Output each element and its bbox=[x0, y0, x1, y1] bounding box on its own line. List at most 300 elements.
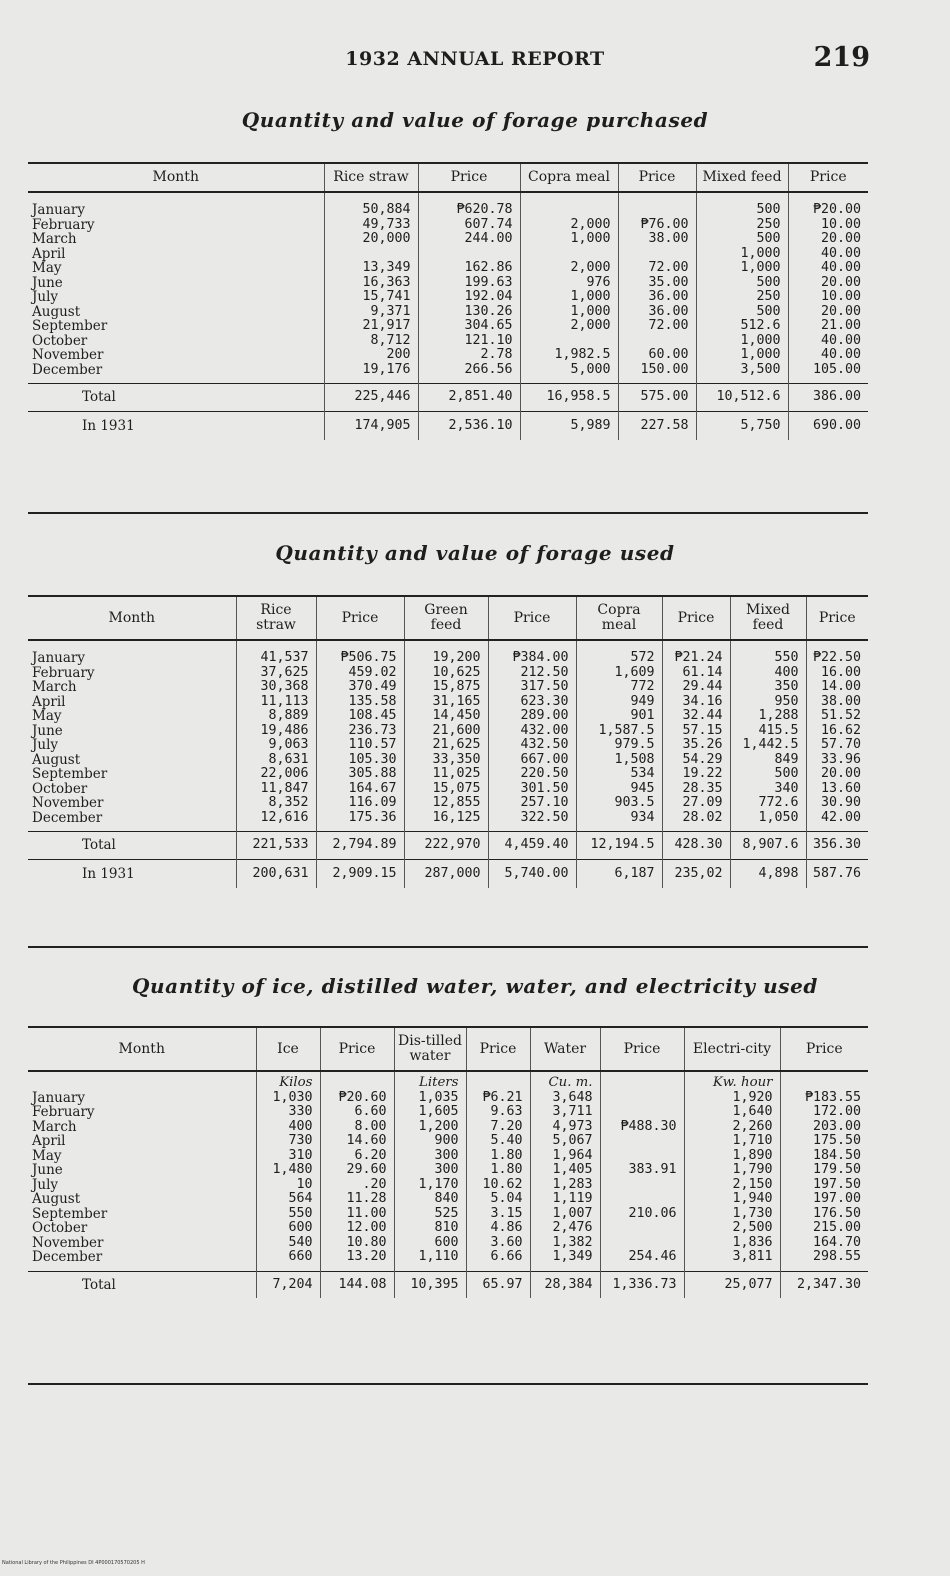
value-cell: 1,890 bbox=[684, 1149, 780, 1164]
value-cell: 810 bbox=[394, 1221, 466, 1236]
table-row bbox=[28, 1149, 868, 1164]
value-cell: 1,000 bbox=[696, 261, 788, 276]
value-cell: 903.5 bbox=[576, 796, 662, 811]
value-cell: 197.00 bbox=[780, 1192, 868, 1207]
value-cell: 7.20 bbox=[466, 1120, 530, 1135]
column-header: Mixed feed bbox=[730, 596, 806, 640]
value-cell: 150.00 bbox=[618, 363, 696, 384]
table-row bbox=[28, 796, 868, 811]
unit-label: Kw. hour bbox=[684, 1071, 780, 1091]
month-cell: November bbox=[32, 348, 104, 363]
prior-year-value: 5,740.00 bbox=[488, 859, 576, 888]
table-row bbox=[28, 305, 868, 320]
total-value: 28,384 bbox=[530, 1271, 600, 1298]
value-cell: 500 bbox=[696, 305, 788, 320]
value-cell: 199.63 bbox=[418, 276, 520, 291]
table-header-row bbox=[28, 596, 868, 640]
value-cell: 8,889 bbox=[236, 709, 316, 724]
utilities-used-table bbox=[28, 1026, 868, 1298]
value-cell: 3,811 bbox=[684, 1250, 780, 1271]
value-cell bbox=[600, 1192, 684, 1207]
prior-year-row bbox=[28, 411, 868, 440]
month-cell: February bbox=[32, 217, 95, 232]
value-cell: 105.30 bbox=[316, 753, 404, 768]
table-row bbox=[28, 334, 868, 349]
table-row bbox=[28, 218, 868, 233]
month-cell: September bbox=[32, 767, 108, 782]
value-cell: 197.50 bbox=[780, 1178, 868, 1193]
prior-year-value: 235,02 bbox=[662, 859, 730, 888]
value-cell: 10.62 bbox=[466, 1178, 530, 1193]
value-cell: 840 bbox=[394, 1192, 466, 1207]
value-cell: 1,982.5 bbox=[520, 348, 618, 363]
value-cell: 3.15 bbox=[466, 1207, 530, 1222]
month-cell: November bbox=[32, 796, 104, 811]
value-cell: 250 bbox=[696, 218, 788, 233]
table-row bbox=[28, 1207, 868, 1222]
value-cell: 36.00 bbox=[618, 305, 696, 320]
value-cell: 172.00 bbox=[780, 1105, 868, 1120]
value-cell: 8,352 bbox=[236, 796, 316, 811]
value-cell: 30,368 bbox=[236, 680, 316, 695]
value-cell: 15,875 bbox=[404, 680, 488, 695]
month-cell: April bbox=[32, 694, 66, 709]
value-cell: 35.26 bbox=[662, 738, 730, 753]
column-header: Price bbox=[788, 163, 868, 192]
value-cell: 322.50 bbox=[488, 811, 576, 832]
value-cell: 50,884 bbox=[324, 192, 418, 218]
value-cell bbox=[600, 1149, 684, 1164]
value-cell bbox=[600, 1178, 684, 1193]
value-cell: 383.91 bbox=[600, 1163, 684, 1178]
value-cell: 1,587.5 bbox=[576, 724, 662, 739]
month-cell: May bbox=[32, 1148, 62, 1163]
total-value: 356.30 bbox=[806, 832, 868, 860]
library-footer: National Library of the Philippines DI 4P000170570205 H bbox=[2, 1560, 145, 1566]
value-cell: 2,260 bbox=[684, 1120, 780, 1135]
value-cell: 400 bbox=[256, 1120, 320, 1135]
value-cell bbox=[600, 1236, 684, 1251]
value-cell: 16,125 bbox=[404, 811, 488, 832]
value-cell: 2,476 bbox=[530, 1221, 600, 1236]
value-cell: 179.50 bbox=[780, 1163, 868, 1178]
month-cell: December bbox=[32, 810, 103, 826]
table-row bbox=[28, 348, 868, 363]
value-cell: 600 bbox=[256, 1221, 320, 1236]
table-row bbox=[28, 1134, 868, 1149]
value-cell: 14.60 bbox=[320, 1134, 394, 1149]
value-cell: 10.80 bbox=[320, 1236, 394, 1251]
value-cell: 1,940 bbox=[684, 1192, 780, 1207]
value-cell: 40.00 bbox=[788, 247, 868, 262]
value-cell: 220.50 bbox=[488, 767, 576, 782]
column-header: Water bbox=[530, 1027, 600, 1071]
value-cell: 1,349 bbox=[530, 1250, 600, 1271]
month-cell: January bbox=[32, 1090, 85, 1105]
column-header: Price bbox=[316, 596, 404, 640]
value-cell: 19,176 bbox=[324, 363, 418, 384]
month-cell: October bbox=[32, 781, 88, 796]
value-cell: 432.50 bbox=[488, 738, 576, 753]
value-cell: 660 bbox=[256, 1250, 320, 1271]
value-cell: 40.00 bbox=[788, 334, 868, 349]
column-header: Price bbox=[418, 163, 520, 192]
value-cell: 210.06 bbox=[600, 1207, 684, 1222]
value-cell: 184.50 bbox=[780, 1149, 868, 1164]
value-cell: ₱384.00 bbox=[488, 640, 576, 666]
value-cell: 11.28 bbox=[320, 1192, 394, 1207]
prior-year-label: In 1931 bbox=[28, 411, 324, 440]
value-cell: 1,605 bbox=[394, 1105, 466, 1120]
value-cell: 16.00 bbox=[806, 666, 868, 681]
total-row bbox=[28, 384, 868, 412]
value-cell: 176.50 bbox=[780, 1207, 868, 1222]
value-cell: 42.00 bbox=[806, 811, 868, 832]
column-header: Rice straw bbox=[236, 596, 316, 640]
column-header: Price bbox=[806, 596, 868, 640]
table-end-rule bbox=[28, 512, 868, 514]
total-label: Total bbox=[28, 832, 236, 860]
value-cell: 13.20 bbox=[320, 1250, 394, 1271]
month-cell: March bbox=[32, 1119, 77, 1134]
value-cell: 1,790 bbox=[684, 1163, 780, 1178]
prior-year-value: 287,000 bbox=[404, 859, 488, 888]
total-value: 10,395 bbox=[394, 1271, 466, 1298]
value-cell: 21,917 bbox=[324, 319, 418, 334]
value-cell: 8.00 bbox=[320, 1120, 394, 1135]
report-title: 1932 ANNUAL REPORT bbox=[345, 48, 605, 70]
table-row bbox=[28, 261, 868, 276]
column-header: Copra meal bbox=[520, 163, 618, 192]
value-cell: 10 bbox=[256, 1178, 320, 1193]
value-cell: 5.40 bbox=[466, 1134, 530, 1149]
total-value: 2,794.89 bbox=[316, 832, 404, 860]
table-row bbox=[28, 811, 868, 832]
value-cell: 572 bbox=[576, 640, 662, 666]
total-value: 1,336.73 bbox=[600, 1271, 684, 1298]
value-cell: 730 bbox=[256, 1134, 320, 1149]
value-cell: 5,067 bbox=[530, 1134, 600, 1149]
total-value: 2,347.30 bbox=[780, 1271, 868, 1298]
value-cell: 1,000 bbox=[520, 290, 618, 305]
month-cell: July bbox=[32, 738, 59, 753]
value-cell: 1,000 bbox=[696, 348, 788, 363]
month-cell: August bbox=[32, 1192, 81, 1207]
unit-label: Kilos bbox=[256, 1071, 320, 1091]
month-cell: March bbox=[32, 680, 77, 695]
value-cell: 16,363 bbox=[324, 276, 418, 291]
value-cell: 1,730 bbox=[684, 1207, 780, 1222]
value-cell: 11,847 bbox=[236, 782, 316, 797]
value-cell: 14,450 bbox=[404, 709, 488, 724]
value-cell: 1,836 bbox=[684, 1236, 780, 1251]
column-header: Green feed bbox=[404, 596, 488, 640]
value-cell: 310 bbox=[256, 1149, 320, 1164]
month-cell: June bbox=[32, 275, 63, 290]
value-cell: 564 bbox=[256, 1192, 320, 1207]
value-cell: 1,200 bbox=[394, 1120, 466, 1135]
value-cell: 1,119 bbox=[530, 1192, 600, 1207]
value-cell: 1,382 bbox=[530, 1236, 600, 1251]
value-cell bbox=[600, 1221, 684, 1236]
value-cell: 12,855 bbox=[404, 796, 488, 811]
value-cell: 105.00 bbox=[788, 363, 868, 384]
value-cell: 950 bbox=[730, 695, 806, 710]
column-header: Rice straw bbox=[324, 163, 418, 192]
month-cell: December bbox=[32, 362, 103, 378]
value-cell bbox=[600, 1105, 684, 1120]
value-cell: 1.80 bbox=[466, 1163, 530, 1178]
prior-year-value: 227.58 bbox=[618, 411, 696, 440]
value-cell: 9,371 bbox=[324, 305, 418, 320]
value-cell: 254.46 bbox=[600, 1250, 684, 1271]
column-header: Price bbox=[662, 596, 730, 640]
value-cell: 30.90 bbox=[806, 796, 868, 811]
value-cell: 22,006 bbox=[236, 767, 316, 782]
value-cell: 415.5 bbox=[730, 724, 806, 739]
prior-year-value: 174,905 bbox=[324, 411, 418, 440]
value-cell: 19,486 bbox=[236, 724, 316, 739]
value-cell: 37,625 bbox=[236, 666, 316, 681]
month-cell: January bbox=[32, 650, 85, 666]
table-row bbox=[28, 192, 868, 218]
column-header: Month bbox=[28, 1027, 256, 1071]
value-cell: 108.45 bbox=[316, 709, 404, 724]
value-cell: 5,000 bbox=[520, 363, 618, 384]
value-cell: 6.60 bbox=[320, 1105, 394, 1120]
column-header: Dis-tilled water bbox=[394, 1027, 466, 1071]
value-cell: ₱488.30 bbox=[600, 1120, 684, 1135]
total-value: 16,958.5 bbox=[520, 384, 618, 412]
value-cell: 20,000 bbox=[324, 232, 418, 247]
value-cell: 4.86 bbox=[466, 1221, 530, 1236]
value-cell: 1,288 bbox=[730, 709, 806, 724]
value-cell: 607.74 bbox=[418, 218, 520, 233]
value-cell: 40.00 bbox=[788, 348, 868, 363]
table-row bbox=[28, 1236, 868, 1251]
value-cell: 2,000 bbox=[520, 319, 618, 334]
month-cell: October bbox=[32, 1221, 88, 1236]
total-value: 65.97 bbox=[466, 1271, 530, 1298]
value-cell: 3,711 bbox=[530, 1105, 600, 1120]
value-cell: 11.00 bbox=[320, 1207, 394, 1222]
table-row bbox=[28, 1221, 868, 1236]
prior-year-value: 4,898 bbox=[730, 859, 806, 888]
value-cell: 1,609 bbox=[576, 666, 662, 681]
table-row bbox=[28, 319, 868, 334]
total-value: 4,459.40 bbox=[488, 832, 576, 860]
value-cell: 1,007 bbox=[530, 1207, 600, 1222]
value-cell: 9.63 bbox=[466, 1105, 530, 1120]
table-end-rule bbox=[28, 946, 868, 948]
value-cell: 2.78 bbox=[418, 348, 520, 363]
column-header: Price bbox=[600, 1027, 684, 1071]
value-cell: 27.09 bbox=[662, 796, 730, 811]
value-cell: 1,000 bbox=[520, 305, 618, 320]
column-header: Copra meal bbox=[576, 596, 662, 640]
value-cell bbox=[618, 192, 696, 218]
table-row bbox=[28, 1163, 868, 1178]
value-cell: 500 bbox=[696, 276, 788, 291]
value-cell: 350 bbox=[730, 680, 806, 695]
value-cell: 2,000 bbox=[520, 261, 618, 276]
value-cell: 934 bbox=[576, 811, 662, 832]
value-cell: 29.44 bbox=[662, 680, 730, 695]
value-cell bbox=[618, 334, 696, 349]
value-cell: 1,964 bbox=[530, 1149, 600, 1164]
month-cell: September bbox=[32, 1206, 108, 1221]
month-cell: April bbox=[32, 1134, 66, 1149]
table-row bbox=[28, 640, 868, 666]
value-cell: 20.00 bbox=[788, 232, 868, 247]
value-cell: 31,165 bbox=[404, 695, 488, 710]
table-row bbox=[28, 363, 868, 384]
total-value: 8,907.6 bbox=[730, 832, 806, 860]
value-cell: 12.00 bbox=[320, 1221, 394, 1236]
prior-year-value: 587.76 bbox=[806, 859, 868, 888]
value-cell: 203.00 bbox=[780, 1120, 868, 1135]
value-cell: 28.02 bbox=[662, 811, 730, 832]
table-row bbox=[28, 724, 868, 739]
value-cell: 949 bbox=[576, 695, 662, 710]
value-cell: 236.73 bbox=[316, 724, 404, 739]
table-row bbox=[28, 1091, 868, 1106]
value-cell: 266.56 bbox=[418, 363, 520, 384]
value-cell bbox=[520, 247, 618, 262]
column-header: Month bbox=[28, 596, 236, 640]
value-cell: 623.30 bbox=[488, 695, 576, 710]
table-row bbox=[28, 290, 868, 305]
value-cell: 121.10 bbox=[418, 334, 520, 349]
value-cell: 1,030 bbox=[256, 1091, 320, 1106]
value-cell: 250 bbox=[696, 290, 788, 305]
value-cell: 300 bbox=[394, 1149, 466, 1164]
value-cell: 340 bbox=[730, 782, 806, 797]
value-cell: 72.00 bbox=[618, 261, 696, 276]
month-cell: September bbox=[32, 319, 108, 334]
month-cell: July bbox=[32, 290, 59, 305]
value-cell: 135.58 bbox=[316, 695, 404, 710]
value-cell: 525 bbox=[394, 1207, 466, 1222]
value-cell: 51.52 bbox=[806, 709, 868, 724]
column-header: Price bbox=[320, 1027, 394, 1071]
value-cell: 849 bbox=[730, 753, 806, 768]
value-cell: 432.00 bbox=[488, 724, 576, 739]
total-value: 10,512.6 bbox=[696, 384, 788, 412]
value-cell: 41,537 bbox=[236, 640, 316, 666]
unit-label bbox=[466, 1071, 530, 1091]
table-row bbox=[28, 276, 868, 291]
table-caption-forage-used: Quantity and value of forage used bbox=[275, 541, 675, 565]
page-number: 219 bbox=[813, 42, 870, 73]
value-cell: 1,442.5 bbox=[730, 738, 806, 753]
value-cell: 162.86 bbox=[418, 261, 520, 276]
value-cell: 35.00 bbox=[618, 276, 696, 291]
value-cell: 20.00 bbox=[788, 276, 868, 291]
value-cell bbox=[520, 192, 618, 218]
value-cell: 976 bbox=[520, 276, 618, 291]
value-cell: 175.36 bbox=[316, 811, 404, 832]
prior-year-value: 2,909.15 bbox=[316, 859, 404, 888]
prior-year-value: 5,750 bbox=[696, 411, 788, 440]
value-cell: 8,631 bbox=[236, 753, 316, 768]
value-cell bbox=[600, 1091, 684, 1106]
value-cell: 667.00 bbox=[488, 753, 576, 768]
value-cell: 1,710 bbox=[684, 1134, 780, 1149]
value-cell: 54.29 bbox=[662, 753, 730, 768]
value-cell: ₱506.75 bbox=[316, 640, 404, 666]
value-cell: ₱76.00 bbox=[618, 218, 696, 233]
value-cell: 15,075 bbox=[404, 782, 488, 797]
value-cell: 49,733 bbox=[324, 218, 418, 233]
value-cell: 540 bbox=[256, 1236, 320, 1251]
total-value: 7,204 bbox=[256, 1271, 320, 1298]
value-cell: 1,920 bbox=[684, 1091, 780, 1106]
month-cell: June bbox=[32, 1163, 63, 1178]
value-cell: 130.26 bbox=[418, 305, 520, 320]
table-header-row bbox=[28, 1027, 868, 1071]
table-row bbox=[28, 232, 868, 247]
value-cell: ₱6.21 bbox=[466, 1091, 530, 1106]
value-cell: 3,648 bbox=[530, 1091, 600, 1106]
value-cell: 29.60 bbox=[320, 1163, 394, 1178]
table-row bbox=[28, 753, 868, 768]
table-row bbox=[28, 767, 868, 782]
value-cell: 110.57 bbox=[316, 738, 404, 753]
table-row bbox=[28, 709, 868, 724]
total-label: Total bbox=[28, 1271, 256, 1298]
value-cell: 15,741 bbox=[324, 290, 418, 305]
value-cell: 164.67 bbox=[316, 782, 404, 797]
value-cell: ₱20.00 bbox=[788, 192, 868, 218]
value-cell bbox=[324, 247, 418, 262]
month-cell: October bbox=[32, 333, 88, 348]
month-cell: November bbox=[32, 1235, 104, 1250]
prior-year-value: 6,187 bbox=[576, 859, 662, 888]
table-row bbox=[28, 666, 868, 681]
value-cell: 1,000 bbox=[520, 232, 618, 247]
value-cell: 534 bbox=[576, 767, 662, 782]
value-cell: 305.88 bbox=[316, 767, 404, 782]
value-cell: 12,616 bbox=[236, 811, 316, 832]
table-header-row bbox=[28, 163, 868, 192]
value-cell bbox=[520, 334, 618, 349]
total-label: Total bbox=[28, 384, 324, 412]
table-caption-forage-purchased: Quantity and value of forage purchased bbox=[241, 108, 709, 132]
total-value: 222,970 bbox=[404, 832, 488, 860]
value-cell: 1,508 bbox=[576, 753, 662, 768]
month-cell: February bbox=[32, 665, 95, 680]
value-cell: 4,973 bbox=[530, 1120, 600, 1135]
value-cell: 370.49 bbox=[316, 680, 404, 695]
total-value: 575.00 bbox=[618, 384, 696, 412]
value-cell: 1,035 bbox=[394, 1091, 466, 1106]
value-cell: 33,350 bbox=[404, 753, 488, 768]
page-header bbox=[0, 42, 950, 82]
table-caption-utilities-used: Quantity of ice, distilled water, water, and electricity used bbox=[131, 974, 819, 998]
value-cell: 400 bbox=[730, 666, 806, 681]
month-cell: December bbox=[32, 1250, 103, 1265]
column-header: Mixed feed bbox=[696, 163, 788, 192]
value-cell: 21,600 bbox=[404, 724, 488, 739]
value-cell: 3.60 bbox=[466, 1236, 530, 1251]
value-cell: 19.22 bbox=[662, 767, 730, 782]
unit-label bbox=[780, 1071, 868, 1091]
month-cell: January bbox=[32, 202, 85, 218]
unit-label: Cu. m. bbox=[530, 1071, 600, 1091]
value-cell: 1.80 bbox=[466, 1149, 530, 1164]
prior-year-value: 200,631 bbox=[236, 859, 316, 888]
